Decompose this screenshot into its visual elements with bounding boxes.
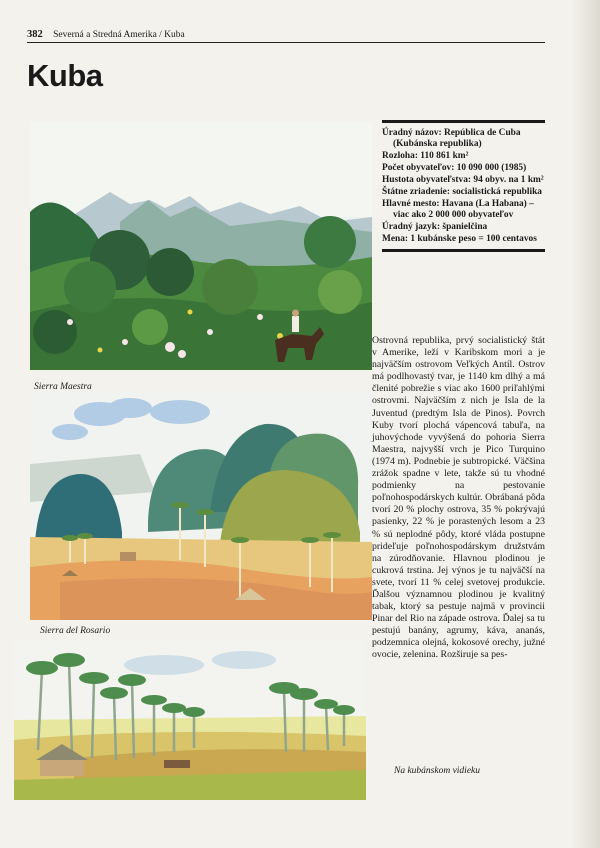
fact-population [382,163,545,174]
page-edge-shadow [572,0,600,848]
fact-value: socialistická republika [452,187,542,198]
caption-countryside: Na kubánskom vidieku [394,766,481,776]
caption-sierra-maestra: Sierra Maestra [34,382,92,392]
fact-label: Hustota obyvateľstva: [382,175,472,186]
fact-label: Štátne zriadenie: [382,187,450,198]
header-rule [27,42,545,43]
fact-area [382,151,545,162]
fact-label: Rozloha: [382,151,418,162]
section-title: Severná a Stredná Amerika / Kuba [53,30,185,40]
fact-density [382,175,545,186]
illustration-countryside [14,640,366,800]
fact-value: 10 090 000 (1985) [456,163,527,174]
fact-label: Počet obyvateľov: [382,163,455,174]
fact-value: República de Cuba (Kubánska republika) [393,128,521,150]
fact-label: Úradný názov: [382,128,442,138]
caption-sierra-del-rosario: Sierra del Rosario [40,626,111,636]
fact-value: 110 861 km² [420,151,469,162]
fact-language [382,222,545,233]
fact-label: Hlavné mesto: [382,198,440,209]
fact-label: Úradný jazyk: [382,222,441,233]
fact-box-bottom-rule [382,249,545,252]
fact-government [382,187,545,198]
running-header [27,29,547,40]
fact-value: španielčina [442,222,488,233]
fact-value: 1 kubánske peso = 100 centavos [410,234,537,245]
fact-official-name [382,128,545,151]
page-title: Kuba [27,58,103,93]
fact-capital [382,199,545,222]
page-number: 382 [27,29,43,40]
fact-currency [382,234,545,245]
illustration-sierra-del-rosario [30,392,372,620]
article-body: Ostrovná republika, prvý socialistický štát v Amerike, leží v Karibskom mori a je najväčším ostrovom Veľkých Antíl. Ostrov má podlhovastý tvar, je 1140 km dlhý a má členité pobrežie s viac ako 1600 priľahlými ostrovmi. Najväčším z nich je Isla de la Juventud (predtým Isla de Pinos). Povrch Kuby tvorí plochá vápencová tabuľa, na juhovýchode vyvýšená do pohoria Sierra Maestra, najvyšší vrch je Pico Turquino (1974 m). Podnebie je subtropické. Väčšina zrážok spadne v lete, takže sú tu vhodné podmienky na pestovanie poľnohospodárskych kultúr. Obrábaná pôda tvorí 20 % plochy ostrova, 35 % pokrývajú pasienky, 22 % je porastených lesom a 23 % sú neplodné pôdy, ktoré vláda postupne prideľuje poľnohospodárskym družstvám na zúrodňovanie. Hlavnou plodinou je cukrová trstina. Jej výnos je tu najväčší na svete, tvorí 11 % celej svetovej produkcie. Ďalšou významnou plodinou je kvalitný tabak, ktorý sa pestuje najmä v provincii Pinar del Rio na západe ostrova. Ďalej sa tu pestujú banány, agrumy, káva, ananás, podzemnica olejná, kokosové orechy, južné ovocie, zelenina. Rozširuje sa pes- [372,335,545,661]
fact-value: 94 obyv. na 1 km² [473,175,544,186]
fact-label: Mena: [382,234,409,245]
fact-value: Havana (La Habana) – viac ako 2 000 000 obyvateľov [393,198,534,221]
illustration-sierra-maestra [30,122,372,370]
fact-list [382,123,545,249]
fact-box [382,120,545,252]
